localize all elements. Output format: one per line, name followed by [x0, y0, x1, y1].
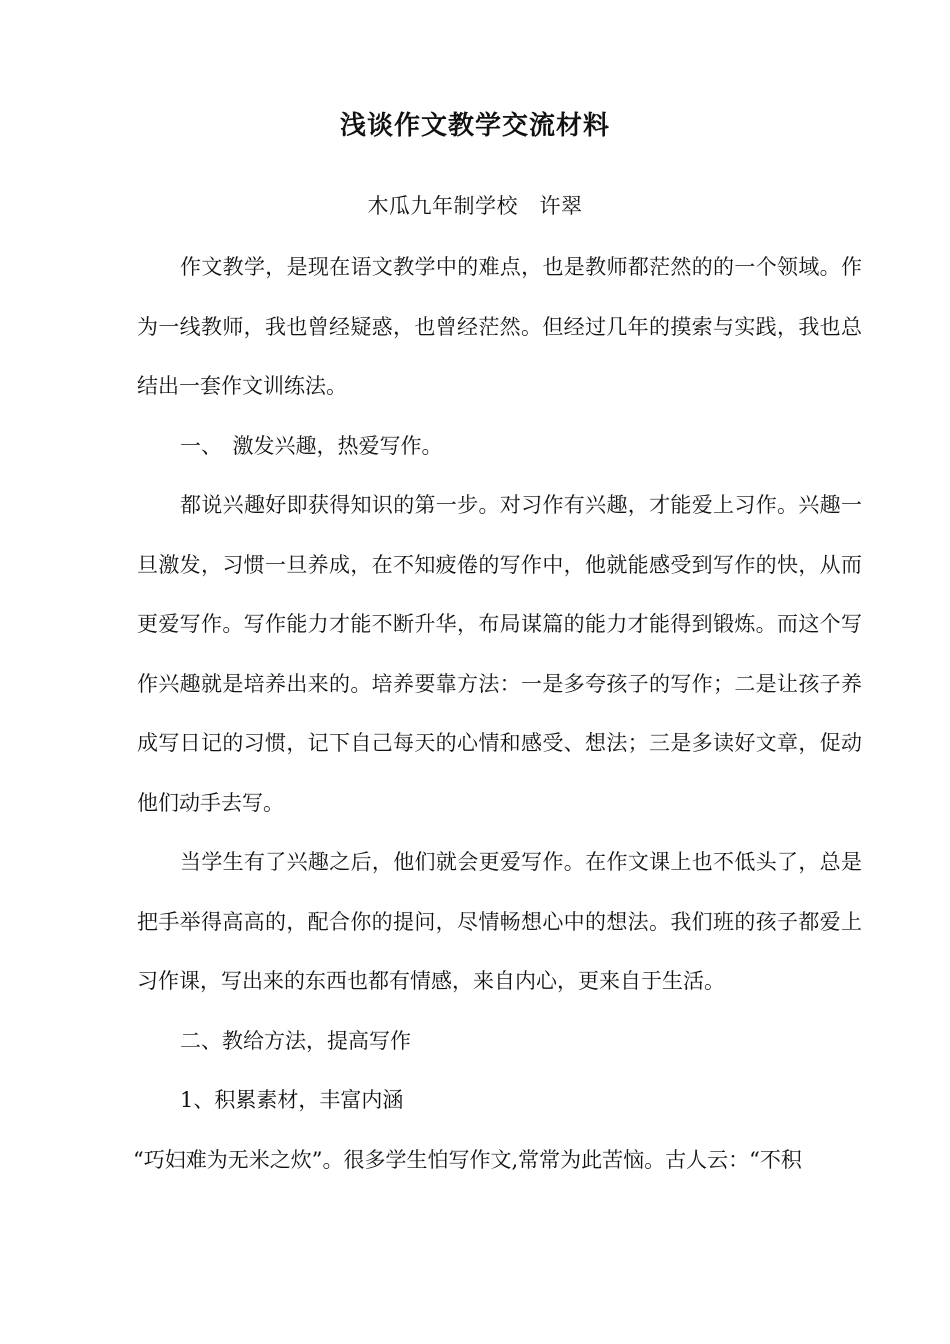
paragraph-material: “巧妇难为无米之炊”。很多学生怕写作文,常常为此苦恼。古人云：“不积 [133, 1147, 802, 1172]
paragraph-interest: 都说兴趣好即获得知识的第一步。对习作有兴趣，才能爱上习作。兴趣一旦激发，习惯一旦养成，在不知疲倦的写作中，他就能感受到写作的快，从而更爱写作。写作能力才能不断升华，布局谋篇的能力才能得到锻炼。而这个写作兴趣就是培养出来的。培养要靠方法：一是多夸孩子的写作；二是让孩子养成写日记的习惯，记下自己每天的心情和感受、想法；三是多读好文章，促动他们动手去写。 [137, 493, 862, 815]
document-title: 浅谈作文教学交流材料 [339, 111, 610, 141]
document-body [133, 238, 862, 1190]
heading-section-1: 一、 激发兴趣，热爱写作。 [180, 433, 443, 458]
paragraph-students: 当学生有了兴趣之后，他们就会更爱写作。在作文课上也不低头了，总是把手举得高高的，配合你的提问，尽情畅想心中的想法。我们班的孩子都爱上习作课，写出来的东西也都有情感，来自内心，更来自于生活。 [137, 850, 862, 993]
heading-subsection-1: 1、积累素材，丰富内涵 [180, 1088, 404, 1112]
author-line: 木瓜九年制学校 许翠 [367, 194, 583, 218]
paragraph-intro: 作文教学，是现在语文教学中的难点，也是教师都茫然的的一个领域。作为一线教师，我也曾经疑惑，也曾经茫然。但经过几年的摸索与实践，我也总结出一套作文训练法。 [137, 255, 862, 398]
heading-section-2: 二、教给方法，提高写作 [180, 1028, 411, 1053]
